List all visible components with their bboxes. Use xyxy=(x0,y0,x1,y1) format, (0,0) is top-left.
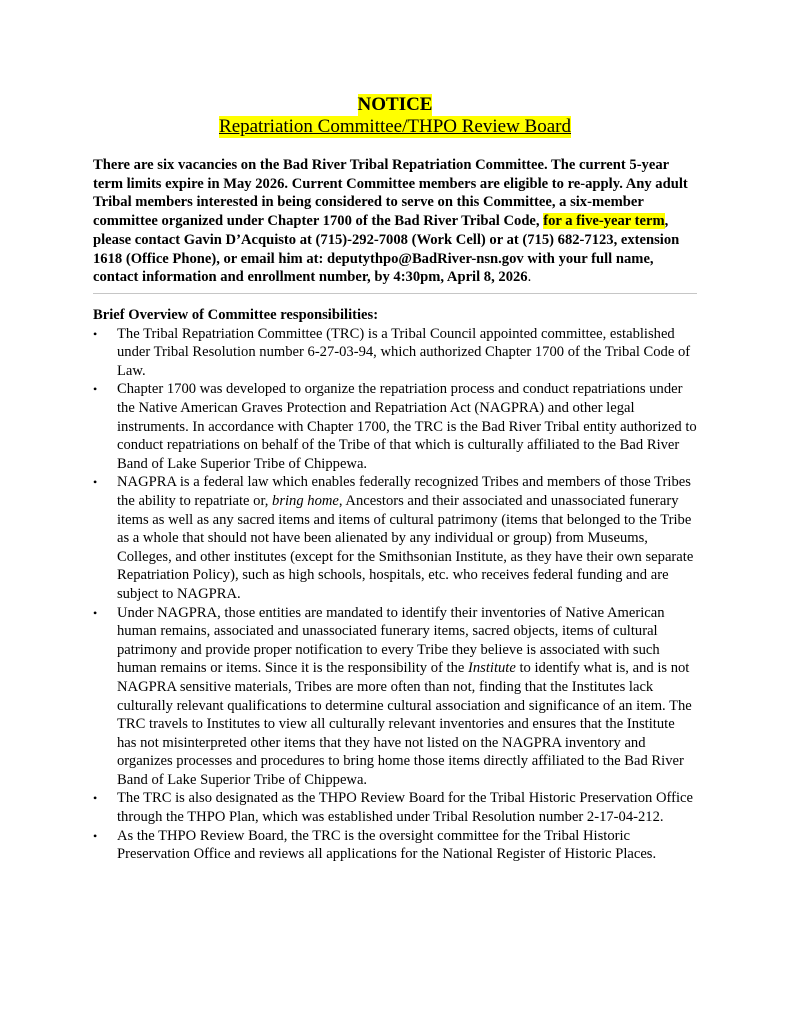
notice-heading: NOTICE xyxy=(357,94,433,115)
notice-document xyxy=(93,94,697,864)
term-highlight: for a five-year term xyxy=(543,213,665,230)
list-item-text-after: to identify what is, and is not NAGPRA sensitive materials, Tribes are more often than not, finding that the Institutes lack culturally relevant qualifications to determine cultural association and significance of an item. The TRC travels to Institutes to view all culturally relevant inventories and ensures that the Institute has not misinterpreted other items that they have not listed on the NAGPRA inventory and organizes processes and procedures to bring home those items directly affiliated to the Bad River Band of Lake Superior Tribe of Chippewa. xyxy=(117,660,692,788)
list-item-text-before: Under NAGPRA, those entities are mandated to identify their inventories of Native American human remains, associated and unassociated funerary items, sacred objects, items of cultural patrimony and provide proper notification to every Tribe they believe is associated with such human remains or items. Since it is the responsibility of the xyxy=(117,604,665,677)
responsibilities-list xyxy=(93,325,697,864)
list-item-text: Chapter 1700 was developed to organize the repatriation process and conduct repatriations under the Native American Graves Protection and Repatriation Act (NAGPRA) and other legal instruments. In accordance with Chapter 1700, the TRC is the Bad River Tribal entity authorized to conduct repatriations on behalf of the Tribe of that which is culturally affiliated to the Bad River Band of Lake Superior Tribe of Chippewa. xyxy=(117,381,697,472)
list-item xyxy=(93,380,697,473)
bullet-icon: • xyxy=(93,828,98,843)
bullet-icon: • xyxy=(93,475,98,490)
list-item-text: The TRC is also designated as the THPO Review Board for the Tribal Historic Preservation Office through the THPO Plan, which was established under Tribal Resolution number 2-17-04-212. xyxy=(117,790,693,826)
list-item-italic: bring home xyxy=(272,492,339,509)
bullet-icon: • xyxy=(93,382,98,397)
horizontal-divider xyxy=(93,293,697,294)
intro-text-part1: There are six vacancies on the Bad River Tribal Repatriation Committee. The current 5-year term limits expire in May 2026. Current Committee members are eligible to re-apply. Any adult Tribal members interested in being considered to serve on this Committee, a six-member committee organized under Chapter 1700 of the Bad River Tribal Code, xyxy=(93,157,688,230)
title-block xyxy=(93,94,697,138)
list-item-text: As the THPO Review Board, the TRC is the oversight committee for the Tribal Historic Preservation Office and reviews all applications for the National Register of Historic Places. xyxy=(117,827,657,863)
intro-paragraph xyxy=(93,156,697,287)
list-item-text-after: , Ancestors and their associated and unassociated funerary items as well as any sacred items and items of cultural patrimony (items that belonged to the Tribe as a whole that should not have been alienated by any individual or group) from Museums, Colleges, and other institutes (except for the Smithsonian Institute, as they have their own separate Repatriation Policy), such as high schools, hospitals, etc. who receives federal funding and are subject to NAGPRA. xyxy=(117,492,694,602)
list-item xyxy=(93,473,697,603)
intro-text-part2: , please contact Gavin D’Acquisto at (715)-292-7008 (Work Cell) or at (715) 682-7123, extension 1618 (Office Phone), or email him at: deputythpo@BadRiver-nsn.gov with your full name, contact information and enrollment number, by 4:30pm, April 8, 2026 xyxy=(93,213,680,286)
bullet-icon: • xyxy=(93,791,98,806)
list-item-italic: Institute xyxy=(468,660,516,677)
intro-period: . xyxy=(527,269,532,286)
list-item-text: The Tribal Repatriation Committee (TRC) is a Tribal Council appointed committee, established under Tribal Resolution number 6-27-03-94, which authorized Chapter 1700 of the Tribal Code of Law. xyxy=(117,325,691,379)
list-item xyxy=(93,789,697,826)
list-item xyxy=(93,325,697,381)
document-subtitle: Repatriation Committee/THPO Review Board xyxy=(219,116,571,137)
list-item xyxy=(93,604,697,790)
overview-heading: Brief Overview of Committee responsibilities: xyxy=(93,306,379,323)
bullet-icon: • xyxy=(93,326,98,341)
list-item-text-before: NAGPRA is a federal law which enables federally recognized Tribes and members of those Tribes the ability to repatriate or, xyxy=(117,474,691,509)
list-item xyxy=(93,827,697,864)
bullet-icon: • xyxy=(93,605,98,620)
